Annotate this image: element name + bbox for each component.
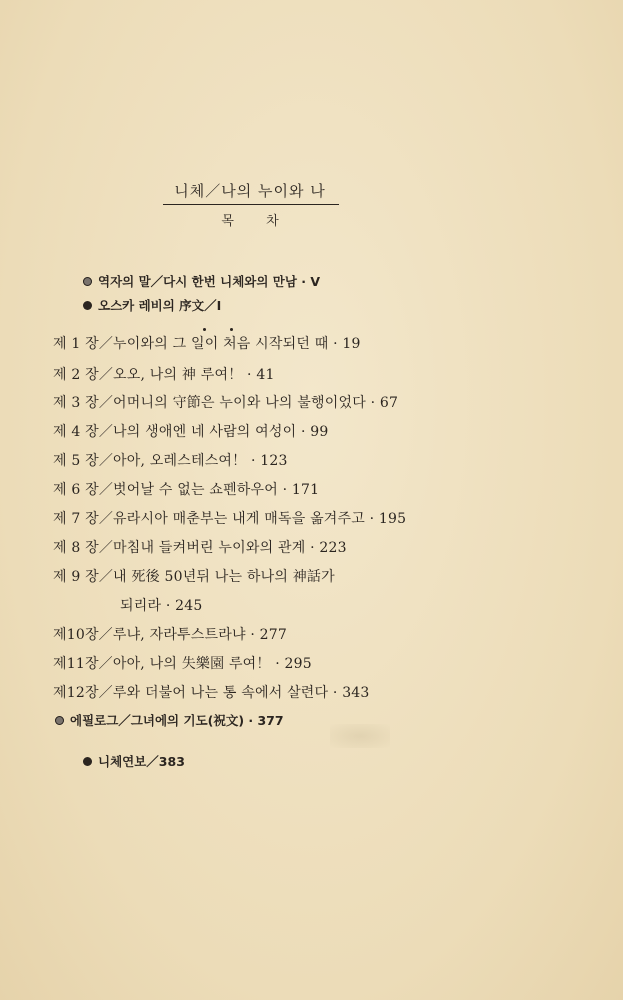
toc-chapter-6: 제 6 장／벗어날 수 없는 쇼펜하우어 · 171: [53, 482, 320, 498]
toc-chapter-8: 제 8 장／마침내 들켜버린 누이와의 관계 · 223: [53, 540, 347, 556]
ring-bullet-icon: [83, 277, 92, 286]
entry-text: 니체연보／383: [98, 754, 185, 769]
toc-chapter-9-continued: 되리라 · 245: [120, 598, 203, 614]
toc-chapter-2: 제 2 장／오오, 나의 神 루여！ · 41: [53, 367, 275, 383]
toc-entry-preface: [83, 296, 221, 314]
paper-stain: [330, 724, 390, 748]
toc-entry-chronology: [83, 752, 185, 770]
title-underline: [163, 204, 339, 205]
toc-chapter-7: 제 7 장／유라시아 매춘부는 내게 매독을 옮겨주고 · 195: [53, 511, 407, 527]
bullet-icon: [83, 757, 92, 766]
toc-chapter-11: 제11장／아아, 나의 失樂園 루여！ · 295: [53, 656, 312, 672]
toc-entry-translator-note: [83, 272, 320, 290]
entry-text: 오스카 레비의 序文／I: [98, 298, 222, 313]
toc-chapter-1: 제 1 장／누이와의 그 일이 처음 시작되던 때 · 19: [53, 336, 361, 352]
toc-chapter-9: 제 9 장／내 死後 50년뒤 나는 하나의 神話가: [53, 569, 335, 585]
toc-chapter-5: 제 5 장／아아, 오레스테스여！ · 123: [53, 453, 288, 469]
toc-chapter-12: 제12장／루와 더불어 나는 통 속에서 살련다 · 343: [53, 685, 370, 701]
toc-chapter-3: 제 3 장／어머니의 守節은 누이와 나의 불행이었다 · 67: [53, 395, 399, 411]
toc-entry-epilogue: [55, 711, 284, 729]
toc-chapter-10: 제10장／루냐, 자라투스트라냐 · 277: [53, 627, 287, 643]
entry-text: 에필로그／그녀에의 기도(祝文) · 377: [70, 713, 284, 728]
entry-text: 역자의 말／다시 한번 니체와의 만남 · V: [98, 274, 321, 289]
toc-chapter-4: 제 4 장／나의 생애엔 네 사람의 여성이 · 99: [53, 424, 329, 440]
bullet-icon: [83, 301, 92, 310]
toc-heading: 목 차: [221, 214, 293, 229]
book-title: 니체／나의 누이와 나: [174, 182, 326, 200]
ring-bullet-icon: [55, 716, 64, 725]
